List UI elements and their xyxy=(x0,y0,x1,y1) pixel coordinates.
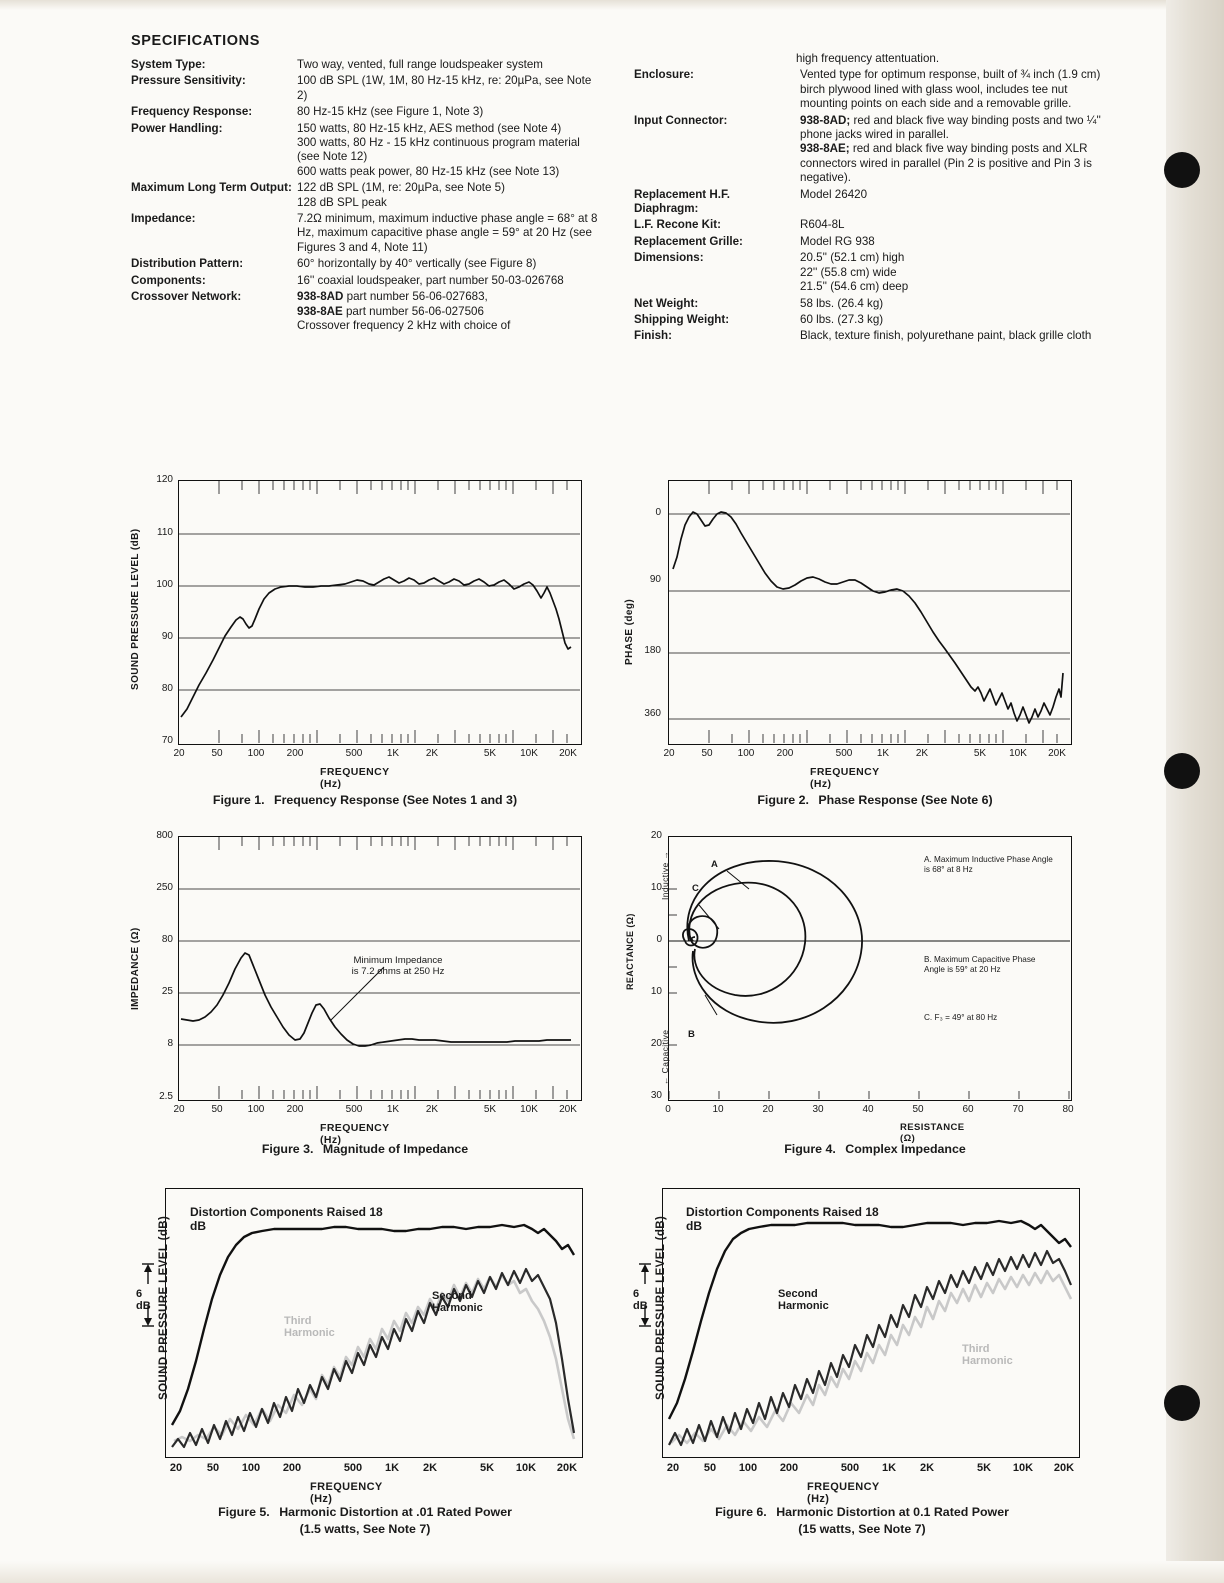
figure-3-xtick-2: 100 xyxy=(247,1104,265,1115)
figure-4-marker-b: B xyxy=(688,1029,695,1040)
spec-right-value: 20.5'' (52.1 cm) high 22'' (55.8 cm) wide 21.5'' (54.6 cm) deep xyxy=(800,251,909,294)
figure-3-min-impedance-annotation: Minimum Impedance is 7.2 ohms at 250 Hz xyxy=(351,955,445,977)
spec-right-value: R604-8L xyxy=(800,218,845,232)
spec-right-value: Black, texture finish, polyurethane paint, black grille cloth xyxy=(800,329,1092,343)
figure-4-xtick-5: 50 xyxy=(912,1104,924,1115)
figure-3-xtick-8: 10K xyxy=(520,1104,538,1115)
figure-6-xtick-7: 5K xyxy=(976,1462,992,1474)
figure-6-xtick-8: 10K xyxy=(1012,1462,1034,1474)
figure-5-x-axis-label: FREQUENCY (Hz) xyxy=(310,1481,383,1505)
figure-5-caption xyxy=(125,1505,605,1519)
figure-6-y-axis-text: SOUND PRESSURE LEVEL (dB) xyxy=(655,1215,667,1400)
figure-2-xtick-2: 100 xyxy=(737,748,755,759)
spec-left-label: Components: xyxy=(131,273,206,287)
figure-5-xtick-0: 20 xyxy=(169,1462,183,1474)
spec-right-row xyxy=(634,68,1104,111)
spec-right-value: 938-8AD; red and black five way binding posts and two ¼'' phone jacks wired in parallel. 938-8AE; red and black five way binding posts and XLR connectors wired in parallel (Pin 2 is positive and Pin 3 is negative). xyxy=(800,113,1101,185)
figure-4-note-c: C. F₃ = 49° at 80 Hz xyxy=(924,1013,998,1022)
figure-6-xtick-3: 200 xyxy=(779,1462,799,1474)
figure-3-ytick-5: 2.5 xyxy=(159,1091,173,1102)
figure-3-xtick-6: 2K xyxy=(425,1104,439,1115)
figure-2-xtick-1: 50 xyxy=(701,748,713,759)
spec-right-row xyxy=(634,251,1104,294)
figure-6-caption xyxy=(622,1505,1102,1519)
figure-5-xtick-9: 20K xyxy=(556,1462,578,1474)
figure-6-header-text: Distortion Components Raised 18 dB xyxy=(686,1205,879,1233)
figure-3-x-axis-label: FREQUENCY (Hz) xyxy=(320,1122,390,1146)
figure-2-graph xyxy=(669,481,1070,743)
figure-6-header-label xyxy=(686,1205,886,1233)
figure-4-xtick-3: 30 xyxy=(812,1104,824,1115)
spec-right-value: 58 lbs. (26.4 kg) xyxy=(800,296,884,310)
figure-5-subtitle: (1.5 watts, See Note 7) xyxy=(299,1522,431,1536)
figure-6-x-axis-label: FREQUENCY (Hz) xyxy=(807,1481,880,1505)
specifications-left-column xyxy=(131,58,601,335)
figure-5-scale-bar xyxy=(140,1262,156,1330)
spec-right-value: Model RG 938 xyxy=(800,234,875,248)
figure-3-xtick-0: 20 xyxy=(173,1104,185,1115)
figure-1-plot xyxy=(178,480,582,745)
spec-right-lead-text: high frequency attentuation. xyxy=(796,52,940,65)
figure-6-xtick-1: 50 xyxy=(703,1462,717,1474)
figure-3-xtick-9: 20K xyxy=(559,1104,577,1115)
figure-4-y-axis-label: REACTANCE (Ω) xyxy=(625,913,635,990)
figure-2-xtick-5: 1K xyxy=(876,748,890,759)
figure-4-ytick-0: 20 xyxy=(650,830,662,841)
spec-left-label: Maximum Long Term Output: xyxy=(131,181,292,195)
figure-2-number: Figure 2. xyxy=(757,793,809,807)
spec-right-value: 60 lbs. (27.3 kg) xyxy=(800,312,884,326)
spec-left-value: 60° horizontally by 40° vertically (see Figure 8) xyxy=(297,257,537,271)
figure-2-ytick-2: 180 xyxy=(644,645,661,656)
figure-1-xtick-9: 20K xyxy=(559,748,577,759)
figure-6-xtick-5: 1K xyxy=(881,1462,897,1474)
figure-4-capacitive-direction-label: ← Capacitive xyxy=(660,1029,670,1085)
figure-3-ytick-3: 25 xyxy=(161,986,173,997)
spec-left-row xyxy=(131,290,601,333)
figure-6-xtick-6: 2K xyxy=(919,1462,935,1474)
spec-right-row xyxy=(634,188,1104,217)
figure-5-y-axis-label xyxy=(158,1216,170,1400)
figure-1-caption xyxy=(130,793,600,807)
figure-5-header-label xyxy=(190,1205,390,1233)
figure-4-note-b: B. Maximum Capacitive Phase Angle is 59° at 20 Hz xyxy=(924,955,1036,974)
spec-right-row xyxy=(634,114,1104,186)
spec-left-label: Distribution Pattern: xyxy=(131,257,244,271)
figure-5-third-harmonic-label: Third Harmonic xyxy=(284,1315,335,1339)
figure-3-title: Magnitude of Impedance xyxy=(322,1142,469,1156)
spec-left-value: 100 dB SPL (1W, 1M, 80 Hz-15 kHz, re: 20µPa, see Note 2) xyxy=(297,74,592,102)
figure-4-x-axis-label: RESISTANCE (Ω) xyxy=(900,1122,965,1144)
figure-5-xtick-6: 2K xyxy=(422,1462,438,1474)
figure-4-xtick-6: 60 xyxy=(962,1104,974,1115)
figure-6-xtick-0: 20 xyxy=(666,1462,680,1474)
figure-6-scale-bar xyxy=(637,1262,653,1330)
figure-5-xtick-5: 1K xyxy=(384,1462,400,1474)
spec-left-label: Frequency Response: xyxy=(131,105,253,119)
spec-left-label: Impedance: xyxy=(131,212,196,226)
spec-left-label: Power Handling: xyxy=(131,121,223,135)
figure-1-xtick-8: 10K xyxy=(520,748,538,759)
figure-1-xtick-5: 1K xyxy=(386,748,400,759)
spec-left-value: 80 Hz-15 kHz (see Figure 1, Note 3) xyxy=(297,105,484,119)
figure-4-ytick-5: 30 xyxy=(650,1090,662,1101)
spec-right-label: Net Weight: xyxy=(634,296,699,310)
spec-left-row xyxy=(131,181,601,210)
spec-left-row xyxy=(131,58,601,72)
figure-5-header-text: Distortion Components Raised 18 dB xyxy=(190,1205,383,1233)
spec-left-row xyxy=(131,274,601,288)
figure-2-caption xyxy=(640,793,1110,807)
figure-4-capacitive-text: Capacitive xyxy=(660,1029,670,1074)
spec-right-label: Replacement H.F. Diaphragm: xyxy=(634,187,730,216)
figure-4-title: Complex Impedance xyxy=(845,1142,966,1156)
figure-2-xtick-8: 10K xyxy=(1009,748,1027,759)
figure-5-number: Figure 5. xyxy=(218,1505,270,1519)
spec-left-row xyxy=(131,105,601,119)
figure-3-xtick-5: 1K xyxy=(386,1104,400,1115)
figure-4-inductive-direction-label: Inductive → xyxy=(660,850,670,900)
figure-5-second-harmonic-label: Second Harmonic xyxy=(432,1290,483,1314)
figure-5-xtick-4: 500 xyxy=(343,1462,363,1474)
spec-right-label: Shipping Weight: xyxy=(634,312,730,326)
figure-3-xtick-4: 500 xyxy=(345,1104,363,1115)
figure-1-ytick-1: 110 xyxy=(157,527,173,538)
specifications-right-column xyxy=(634,52,1104,346)
figure-1-ytick-2: 100 xyxy=(156,579,173,590)
figure-1-ytick-5: 70 xyxy=(161,735,173,746)
figure-2-plot xyxy=(668,480,1072,745)
figure-3-xtick-1: 50 xyxy=(211,1104,223,1115)
figure-1-ytick-0: 120 xyxy=(156,474,173,485)
figure-5-y-axis-text: SOUND PRESSURE LEVEL (dB) xyxy=(158,1215,170,1400)
figure-4-note-a: A. Maximum Inductive Phase Angle is 68° at 8 Hz xyxy=(924,855,1053,874)
spec-right-label: Finish: xyxy=(634,329,672,343)
figure-3-y-axis-label: IMPEDANCE (Ω) xyxy=(130,927,141,1010)
figure-4-ytick-3: 10 xyxy=(650,986,662,997)
figure-5-xtick-8: 10K xyxy=(515,1462,537,1474)
figure-1-x-axis-label: FREQUENCY (Hz) xyxy=(320,766,390,790)
page-title: SPECIFICATIONS xyxy=(131,33,260,49)
spec-right-label: Replacement Grille: xyxy=(634,234,743,248)
figure-1-y-axis-label: SOUND PRESSURE LEVEL (dB) xyxy=(130,528,141,690)
spec-left-row xyxy=(131,212,601,255)
figure-2-ytick-1: 90 xyxy=(649,574,661,585)
figure-1-xtick-1: 50 xyxy=(211,748,223,759)
figure-3-ytick-2: 80 xyxy=(161,934,173,945)
figure-1-title: Frequency Response (See Notes 1 and 3) xyxy=(274,793,518,807)
figure-2-xtick-7: 5K xyxy=(973,748,987,759)
figure-4-number: Figure 4. xyxy=(784,1142,836,1156)
figure-1-number: Figure 1. xyxy=(212,793,265,807)
figure-4-xtick-0: 0 xyxy=(665,1104,671,1115)
figure-2-ytick-0: 0 xyxy=(655,507,661,518)
spec-right-row xyxy=(634,297,1104,311)
figure-1-xtick-0: 20 xyxy=(173,748,185,759)
figure-3-xtick-3: 200 xyxy=(286,1104,304,1115)
figure-4-xtick-1: 10 xyxy=(712,1104,724,1115)
figure-4-xtick-8: 80 xyxy=(1062,1104,1074,1115)
figure-3-caption xyxy=(130,1142,600,1156)
figure-3-ytick-4: 8 xyxy=(167,1038,173,1049)
figure-1-xtick-6: 2K xyxy=(425,748,439,759)
figure-1-xtick-7: 5K xyxy=(483,748,497,759)
figure-5-xtick-3: 200 xyxy=(282,1462,302,1474)
figure-6-xtick-9: 20K xyxy=(1053,1462,1075,1474)
figure-1-ytick-4: 80 xyxy=(161,683,173,694)
figure-1-ytick-3: 90 xyxy=(161,631,173,642)
figure-3-ytick-1: 250 xyxy=(156,882,173,893)
spec-right-row xyxy=(634,313,1104,327)
spec-left-label: System Type: xyxy=(131,58,206,71)
figure-2-xtick-0: 20 xyxy=(663,748,675,759)
figure-6-number: Figure 6. xyxy=(715,1505,767,1519)
figure-3-xtick-7: 5K xyxy=(483,1104,497,1115)
spec-right-row xyxy=(634,218,1104,232)
figure-2-xtick-4: 500 xyxy=(835,748,853,759)
figure-4-marker-a: A xyxy=(711,859,718,870)
figure-5-xtick-2: 100 xyxy=(241,1462,261,1474)
figure-1-xtick-3: 200 xyxy=(286,748,304,759)
spec-left-label: Pressure Sensitivity: xyxy=(131,74,246,88)
figure-2-title: Phase Response (See Note 6) xyxy=(818,793,993,807)
spec-left-value: 150 watts, 80 Hz-15 kHz, AES method (see Note 4) 300 watts, 80 Hz - 15 kHz continuous program material (see Note 12) 600 watts peak power, 80 Hz-15 kHz (see Note 13) xyxy=(297,121,580,178)
figure-4-marker-c: C xyxy=(692,883,699,894)
figure-6-subtitle: (15 watts, See Note 7) xyxy=(798,1522,926,1536)
figure-4-ytick-2: 0 xyxy=(656,934,662,945)
figure-4-xtick-2: 20 xyxy=(762,1104,774,1115)
spec-right-label: L.F. Recone Kit: xyxy=(634,218,721,232)
figure-6-scale-label: 6 dB xyxy=(633,1288,648,1312)
spec-right-value: Vented type for optimum response, built of ¾ inch (1.9 cm) birch plywood lined with glass wool, includes tee nut mounting points on each side and a removable grille. xyxy=(800,68,1101,111)
spec-right-value: Model 26420 xyxy=(800,187,868,201)
figure-5-scale-label: 6 dB xyxy=(136,1288,151,1312)
figure-6-xtick-4: 500 xyxy=(840,1462,860,1474)
figure-6-second-harmonic-label: Second Harmonic xyxy=(778,1288,829,1312)
figure-1-graph xyxy=(179,481,580,743)
figure-4-xtick-4: 40 xyxy=(862,1104,874,1115)
figure-1-xtick-4: 500 xyxy=(345,748,363,759)
spec-left-row xyxy=(131,74,601,103)
spec-right-row xyxy=(634,235,1104,249)
figure-4-xtick-7: 70 xyxy=(1012,1104,1024,1115)
spec-left-row xyxy=(131,122,601,180)
spec-left-label: Crossover Network: xyxy=(131,290,242,304)
figure-2-xtick-6: 2K xyxy=(915,748,929,759)
figure-1-xtick-2: 100 xyxy=(247,748,265,759)
spec-left-value: Two way, vented, full range loudspeaker system xyxy=(297,58,543,71)
figure-4-ytick-1: 10 xyxy=(650,882,662,893)
spec-left-value: 7.2Ω minimum, maximum inductive phase angle = 68° at 8 Hz, maximum capacitive phase angle = 59° at 20 Hz (see Figures 3 and 4, Note 11) xyxy=(297,212,598,254)
figure-3-ytick-0: 800 xyxy=(156,830,173,841)
figure-5-xtick-1: 50 xyxy=(206,1462,220,1474)
figure-5-xtick-7: 5K xyxy=(479,1462,495,1474)
spec-right-label: Enclosure: xyxy=(634,68,694,82)
figure-6-title: Harmonic Distortion at 0.1 Rated Power xyxy=(776,1505,1009,1519)
figure-4-inductive-text: Inductive xyxy=(660,862,670,900)
spec-right-label: Dimensions: xyxy=(634,251,704,265)
figure-6-third-harmonic-label: Third Harmonic xyxy=(962,1343,1013,1367)
spec-left-value: 938-8AD part number 56-06-027683, 938-8AE part number 56-06-027506 Crossover frequency 2 kHz with choice of xyxy=(297,290,511,332)
spec-left-value: 122 dB SPL (1M, re: 20µPa, see Note 5) 128 dB SPL peak xyxy=(297,181,505,209)
figure-4-caption xyxy=(640,1142,1110,1156)
figure-3-number: Figure 3. xyxy=(261,1142,314,1156)
figure-2-ytick-3: 360 xyxy=(644,708,661,719)
figure-2-x-axis-label: FREQUENCY (Hz) xyxy=(810,766,880,790)
figure-6-y-axis-label xyxy=(655,1216,667,1400)
spec-left-value: 16'' coaxial loudspeaker, part number 50-03-026768 xyxy=(297,273,564,287)
spec-left-row xyxy=(131,257,601,271)
figure-4-ytick-4: 20 xyxy=(650,1038,662,1049)
spec-right-label: Input Connector: xyxy=(634,113,728,127)
spec-right-row xyxy=(634,329,1104,343)
figure-2-xtick-3: 200 xyxy=(776,748,794,759)
figure-6-xtick-2: 100 xyxy=(738,1462,758,1474)
figure-2-xtick-9: 20K xyxy=(1048,748,1066,759)
figure-5-title: Harmonic Distortion at .01 Rated Power xyxy=(279,1505,512,1519)
figure-2-y-axis-label: PHASE (deg) xyxy=(624,598,635,665)
